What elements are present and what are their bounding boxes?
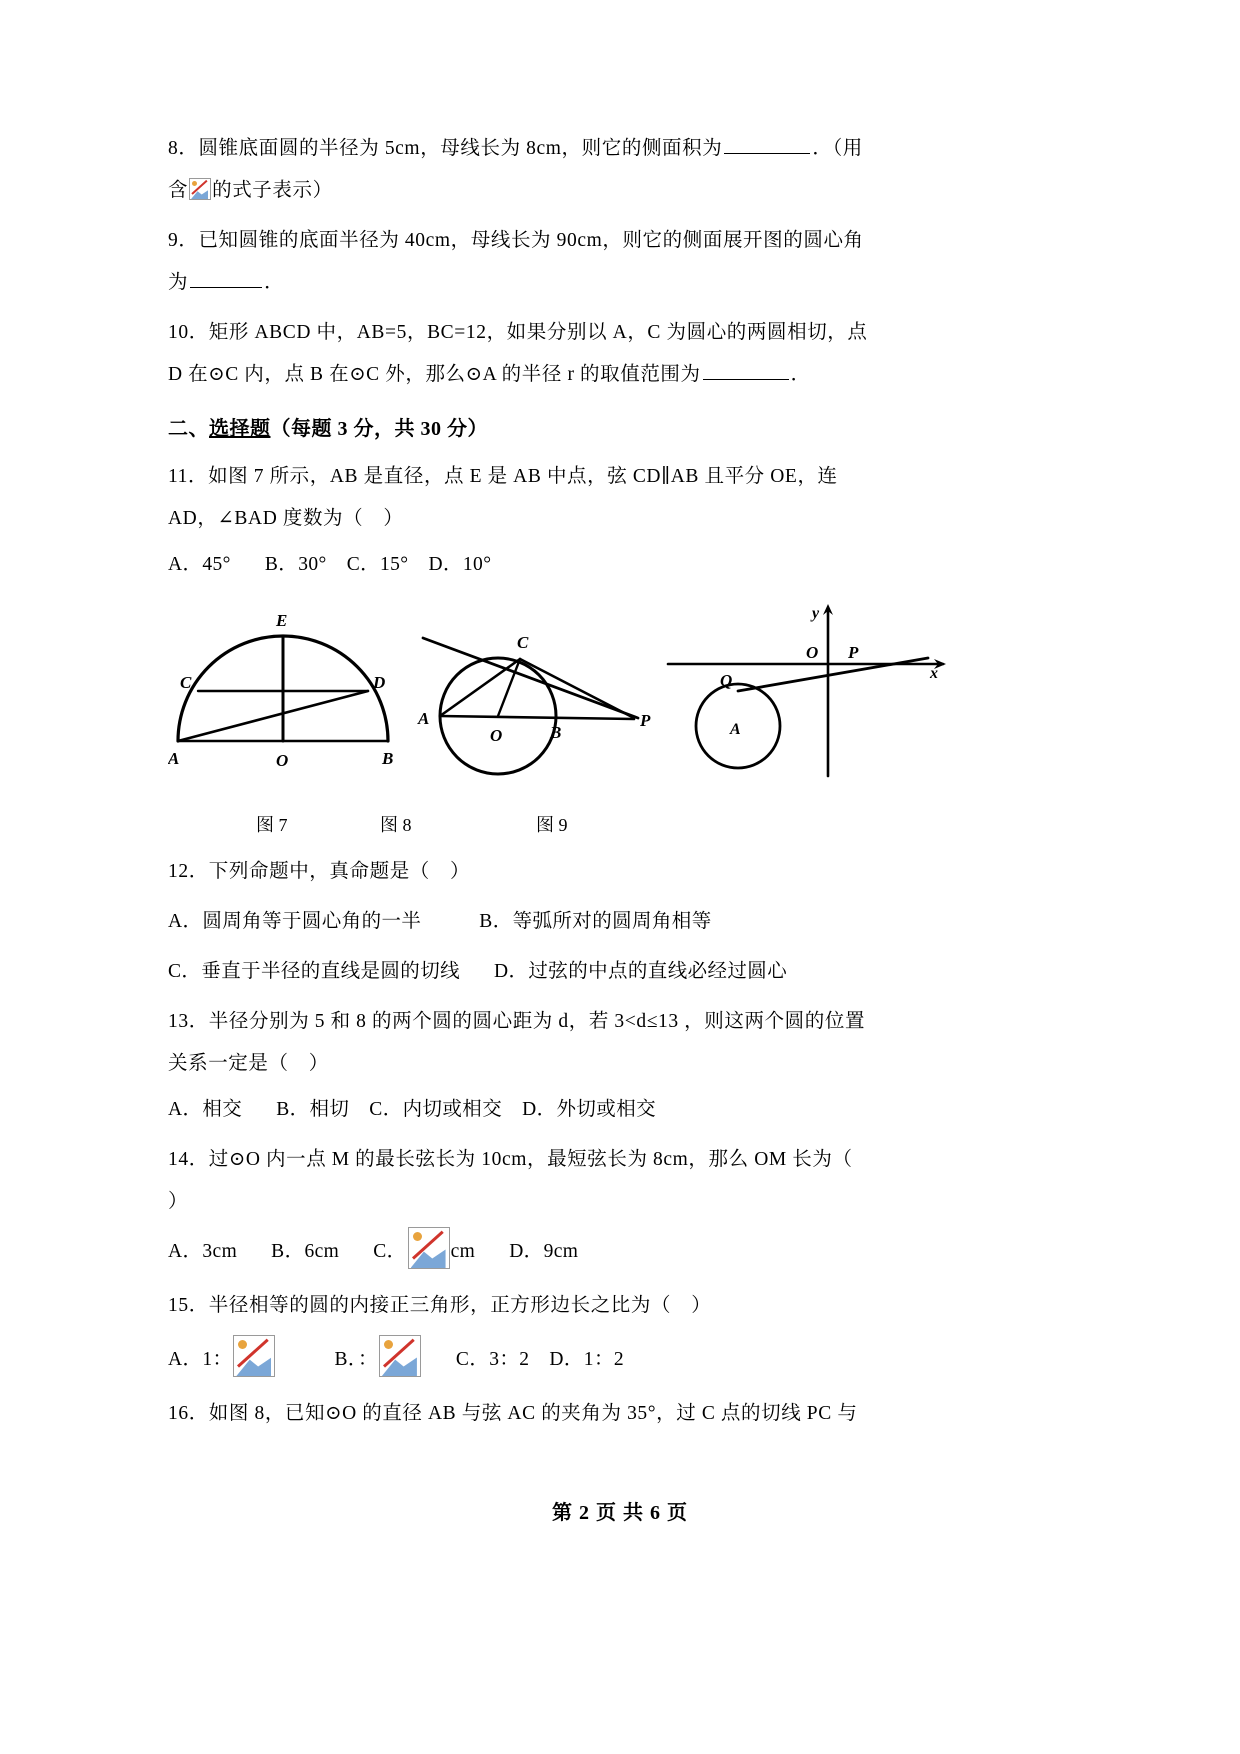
option-d[interactable]: D．1：2 <box>549 1349 625 1370</box>
page-content <box>168 128 946 1443</box>
fig8-label-O: O <box>490 726 503 745</box>
fig9-label-P: P <box>848 643 859 662</box>
option-d[interactable]: D．9cm <box>509 1241 579 1262</box>
question-14-options <box>168 1227 946 1277</box>
figure-caption-9: 图 9 <box>536 815 568 835</box>
question-9-text-line2a: 为 <box>168 272 189 293</box>
section-heading <box>168 408 946 450</box>
question-12-options-row2 <box>168 951 946 993</box>
option-c[interactable]: C．垂直于半径的直线是圆的切线 <box>168 961 461 982</box>
option-c-suffix: cm <box>450 1241 476 1262</box>
option-b[interactable]: B．6cm <box>271 1241 340 1262</box>
option-b[interactable]: B．相切 <box>276 1099 350 1120</box>
option-d[interactable]: D．过弦的中点的直线必经过圆心 <box>494 961 788 982</box>
question-14 <box>168 1139 946 1223</box>
fig9-label-Q: Q <box>720 671 733 690</box>
option-a[interactable]: A．圆周角等于圆心角的一半 <box>168 911 422 932</box>
fig7-label-A: A <box>168 749 180 768</box>
question-14-text-line2: ） <box>168 1191 189 1212</box>
question-10 <box>168 312 946 396</box>
fig7-label-E: E <box>276 611 288 630</box>
figures-svg <box>168 596 946 811</box>
figure-caption-8: 图 8 <box>380 815 412 835</box>
broken-image-icon <box>408 1227 450 1269</box>
question-16 <box>168 1393 946 1435</box>
figure-group <box>168 596 946 811</box>
figure-caption-7: 图 7 <box>256 815 288 835</box>
question-8-text-line1b: ．（用 <box>812 138 863 159</box>
option-b[interactable] <box>334 1335 421 1385</box>
question-15-options <box>168 1335 946 1385</box>
fig7-label-O: O <box>276 751 289 770</box>
option-a-prefix: A．1： <box>168 1349 233 1370</box>
option-a[interactable]: A．相交 <box>168 1099 243 1120</box>
option-a[interactable]: A．45° <box>168 554 231 575</box>
figure-captions <box>168 811 946 847</box>
question-13 <box>168 1001 946 1085</box>
fig7-label-B: B <box>382 749 394 768</box>
fig8-label-B: B <box>550 723 562 742</box>
question-8-text-line2b: 的式子表示） <box>212 180 333 201</box>
question-15 <box>168 1285 946 1327</box>
question-8-text-line2a: 含 <box>168 180 189 201</box>
question-10-text-line2a: D 在⊙C 内，点 B 在⊙C 外，那么⊙A 的半径 r 的取值范围为 <box>168 364 701 385</box>
option-c[interactable] <box>373 1227 475 1277</box>
question-10-text-line2b: ． <box>790 364 811 385</box>
question-11-text-line2: AD，∠BAD 度数为（ ） <box>168 508 404 529</box>
option-d[interactable]: D．10° <box>428 554 492 575</box>
question-13-text-line1: 13．半径分别为 5 和 8 的两个圆的圆心距为 d，若 3<d≤13 ，则这两个圆的位置 <box>168 1011 866 1032</box>
fig8-label-C: C <box>517 633 529 652</box>
question-11-options <box>168 544 946 586</box>
question-9 <box>168 220 946 304</box>
option-c[interactable]: C．3：2 <box>455 1349 530 1370</box>
question-8 <box>168 128 946 212</box>
section-heading-underlined: 选择题 <box>209 418 271 440</box>
question-9-text-line2b: ． <box>264 272 285 293</box>
fig9-label-y: y <box>812 605 820 622</box>
broken-image-icon <box>189 178 211 200</box>
fig7-label-C: C <box>180 673 192 692</box>
option-c-prefix: C． <box>373 1241 407 1262</box>
question-13-text-line2: 关系一定是（ ） <box>168 1053 329 1074</box>
option-a[interactable] <box>168 1335 276 1385</box>
fig9-label-O: O <box>806 643 819 662</box>
question-9-text-line1: 9．已知圆锥的底面半径为 40cm，母线长为 90cm，则它的侧面展开图的圆心角 <box>168 230 864 251</box>
answer-blank[interactable] <box>724 136 810 154</box>
fig8-label-P: P <box>640 711 651 730</box>
option-b[interactable]: B．30° <box>264 554 327 575</box>
question-8-text-line1: 8．圆锥底面圆的半径为 5cm，母线长为 8cm，则它的侧面积为 <box>168 138 723 159</box>
question-12-options-row1 <box>168 901 946 943</box>
answer-blank[interactable] <box>190 270 262 288</box>
option-b-prefix: B．： <box>334 1349 378 1370</box>
option-c[interactable]: C．内切或相交 <box>369 1099 503 1120</box>
broken-image-icon <box>233 1335 275 1377</box>
question-13-options <box>168 1089 946 1131</box>
fig9-label-A: A <box>730 721 741 738</box>
option-c[interactable]: C．15° <box>346 554 409 575</box>
question-14-text-line1: 14．过⊙O 内一点 M 的最长弦长为 10cm，最短弦长为 8cm，那么 OM 长为（ <box>168 1149 853 1170</box>
question-12 <box>168 851 946 893</box>
option-d[interactable]: D．外切或相交 <box>522 1099 656 1120</box>
question-11 <box>168 456 946 540</box>
fig9-label-x: x <box>930 665 938 682</box>
page-footer: 第 2 页 共 6 页 <box>552 1502 688 1524</box>
answer-blank[interactable] <box>703 362 789 380</box>
section-heading-suffix: （每题 3 分，共 30 分） <box>270 418 488 440</box>
option-a[interactable]: A．3cm <box>168 1241 238 1262</box>
fig7-label-D: D <box>373 673 386 692</box>
question-15-text-line1: 15．半径相等的圆的内接正三角形，正方形边长之比为（ ） <box>168 1295 712 1316</box>
question-11-text-line1: 11．如图 7 所示，AB 是直径，点 E 是 AB 中点，弦 CD∥AB 且平分 OE，连 <box>168 466 838 487</box>
question-12-text-line1: 12．下列命题中，真命题是（ ） <box>168 861 471 882</box>
broken-image-icon <box>379 1335 421 1377</box>
option-b[interactable]: B．等弧所对的圆周角相等 <box>479 911 712 932</box>
fig8-label-A: A <box>418 709 430 728</box>
section-heading-prefix: 二、 <box>168 418 209 440</box>
question-10-text-line1: 10．矩形 ABCD 中，AB=5，BC=12，如果分别以 A，C 为圆心的两圆相切，点 <box>168 322 868 343</box>
question-16-text-line1: 16．如图 8，已知⊙O 的直径 AB 与弦 AC 的夹角为 35°，过 C 点的切线 PC 与 <box>168 1403 858 1424</box>
